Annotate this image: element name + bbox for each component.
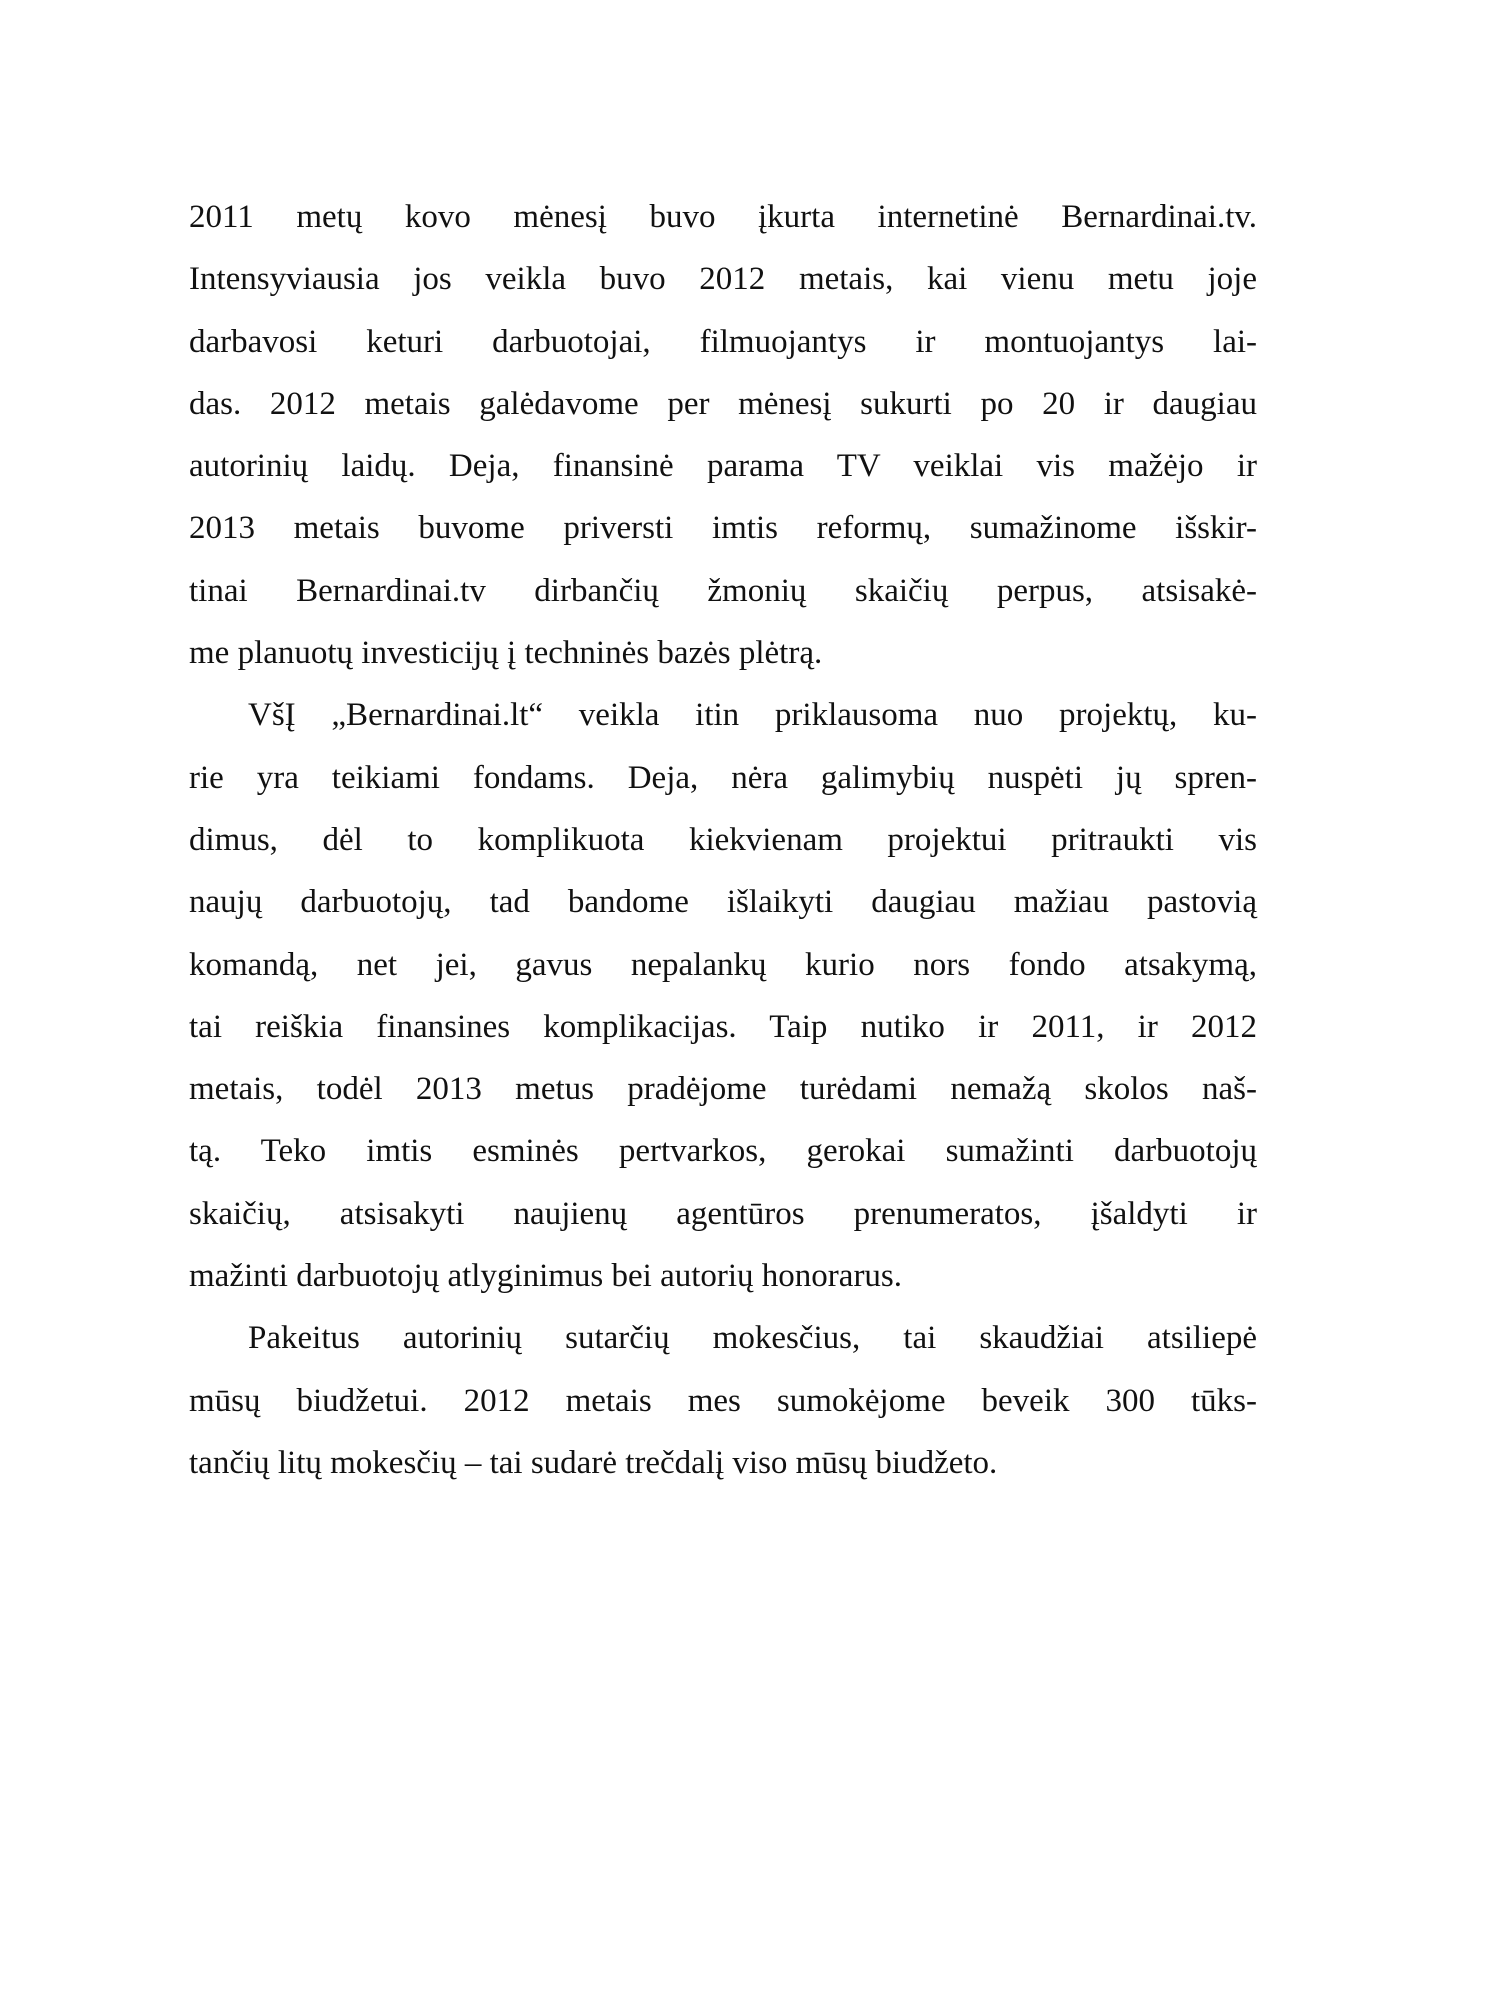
text-line: 2011 metų kovo mėnesį buvo įkurta internetinė Bernardinai.tv. [189, 199, 1257, 235]
text-line: autorinių laidų. Deja, finansinė parama TV veiklai vis mažėjo ir [189, 448, 1257, 485]
text-line: tančių litų mokesčių – tai sudarė trečdalį viso mūsų biudžeto. [189, 1444, 998, 1481]
text-line: skaičių, atsisakyti naujienų agentūros prenumeratos, įšaldyti ir [189, 1195, 1257, 1232]
text-line: dimus, dėl to komplikuota kiekvienam projektui pritraukti vis [189, 821, 1257, 858]
text-line: Intensyviausia jos veikla buvo 2012 metais, kai vienu metu joje [189, 261, 1257, 298]
paragraph-projects-funding [189, 684, 1257, 1307]
paragraph-taxes [189, 1307, 1257, 1494]
paragraph-bernardinai-tv [189, 186, 1257, 684]
text-line: darbavosi keturi darbuotojai, filmuojantys ir montuojantys lai- [189, 323, 1257, 360]
text-line: tą. Teko imtis esminės pertvarkos, gerokai sumažinti darbuotojų [189, 1133, 1257, 1170]
document-body [189, 186, 1257, 1494]
text-line: komandą, net jei, gavus nepalankų kurio nors fondo atsakymą, [189, 946, 1257, 983]
text-line: das. 2012 metais galėdavome per mėnesį sukurti po 20 ir daugiau [189, 385, 1257, 422]
text-line: mažinti darbuotojų atlyginimus bei autorių honorarus. [189, 1258, 903, 1295]
text-line: tinai Bernardinai.tv dirbančių žmonių skaičių perpus, atsisakė- [189, 572, 1257, 609]
text-line: metais, todėl 2013 metus pradėjome turėdami nemažą skolos naš- [189, 1071, 1257, 1108]
text-line: 2013 metais buvome priversti imtis reformų, sumažinome išskir- [189, 510, 1257, 547]
text-line: VšĮ „Bernardinai.lt“ veikla itin priklausoma nuo projektų, ku- [248, 697, 1257, 734]
text-line: naujų darbuotojų, tad bandome išlaikyti daugiau mažiau pastovią [189, 884, 1257, 921]
text-line: mūsų biudžetui. 2012 metais mes sumokėjome beveik 300 tūks- [189, 1382, 1257, 1419]
text-line: tai reiškia finansines komplikacijas. Taip nutiko ir 2011, ir 2012 [189, 1008, 1257, 1045]
text-line: Pakeitus autorinių sutarčių mokesčius, tai skaudžiai atsiliepė [248, 1320, 1257, 1357]
text-line: rie yra teikiami fondams. Deja, nėra galimybių nuspėti jų spren- [189, 759, 1257, 796]
text-line: me planuotų investicijų į techninės bazės plėtrą. [189, 635, 823, 672]
